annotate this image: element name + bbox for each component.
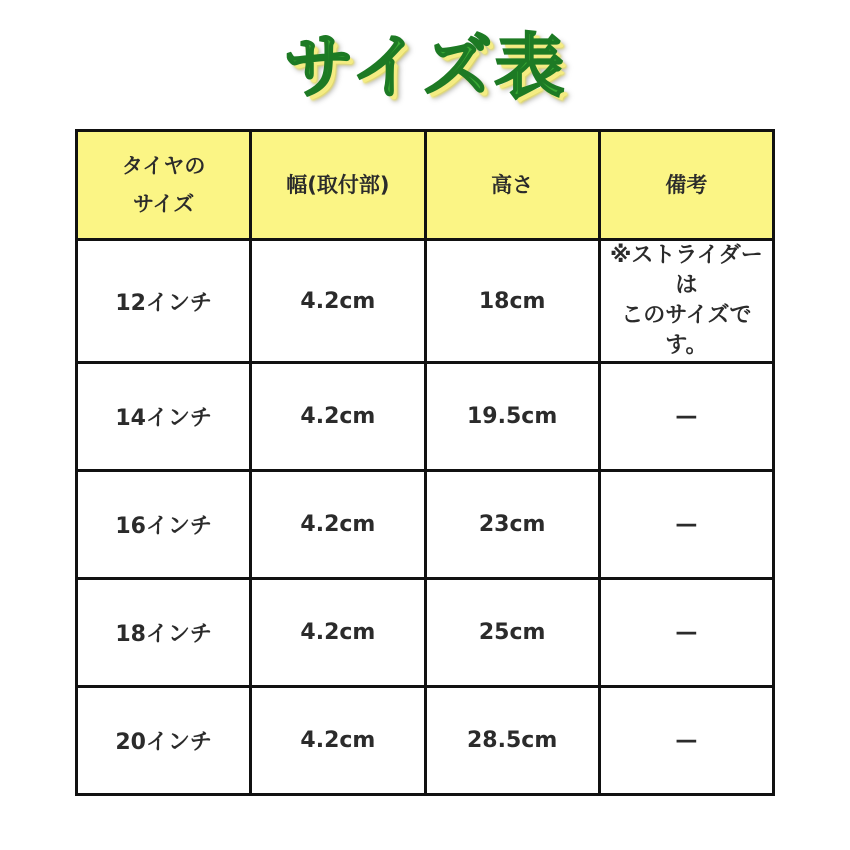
- table-header-row: [77, 131, 774, 240]
- tire-size-cell: 20インチ: [77, 687, 251, 795]
- note-cell: —: [599, 687, 773, 795]
- width-cell: 4.2cm: [251, 363, 425, 471]
- note-line1: ※ストライダーは: [610, 243, 763, 298]
- note-cell: —: [599, 471, 773, 579]
- height-cell: 28.5cm: [425, 687, 599, 795]
- page-title: サイズ表: [283, 26, 567, 108]
- width-cell: 4.2cm: [251, 579, 425, 687]
- height-cell: 25cm: [425, 579, 599, 687]
- header-notes: 備考: [599, 131, 773, 240]
- tire-size-cell: 18インチ: [77, 579, 251, 687]
- header-tire-size: [77, 131, 251, 240]
- table-row: [77, 687, 774, 795]
- tire-size-cell: 14インチ: [77, 363, 251, 471]
- note-cell: [599, 240, 773, 363]
- tire-size-cell: 12インチ: [77, 240, 251, 363]
- table-row: [77, 471, 774, 579]
- header-height: 高さ: [425, 131, 599, 240]
- width-cell: 4.2cm: [251, 687, 425, 795]
- width-cell: 4.2cm: [251, 471, 425, 579]
- size-table: [75, 129, 775, 796]
- header-tire-size-line2: サイズ: [132, 192, 195, 216]
- height-cell: 23cm: [425, 471, 599, 579]
- table-row: [77, 363, 774, 471]
- height-cell: 18cm: [425, 240, 599, 363]
- height-cell: 19.5cm: [425, 363, 599, 471]
- header-width: 幅(取付部): [251, 131, 425, 240]
- width-cell: 4.2cm: [251, 240, 425, 363]
- header-tire-size-line1: タイヤの: [121, 154, 206, 178]
- table-row: [77, 579, 774, 687]
- tire-size-cell: 16インチ: [77, 471, 251, 579]
- note-cell: —: [599, 579, 773, 687]
- table-row: [77, 240, 774, 363]
- note-line2: このサイズです。: [621, 303, 752, 358]
- note-cell: —: [599, 363, 773, 471]
